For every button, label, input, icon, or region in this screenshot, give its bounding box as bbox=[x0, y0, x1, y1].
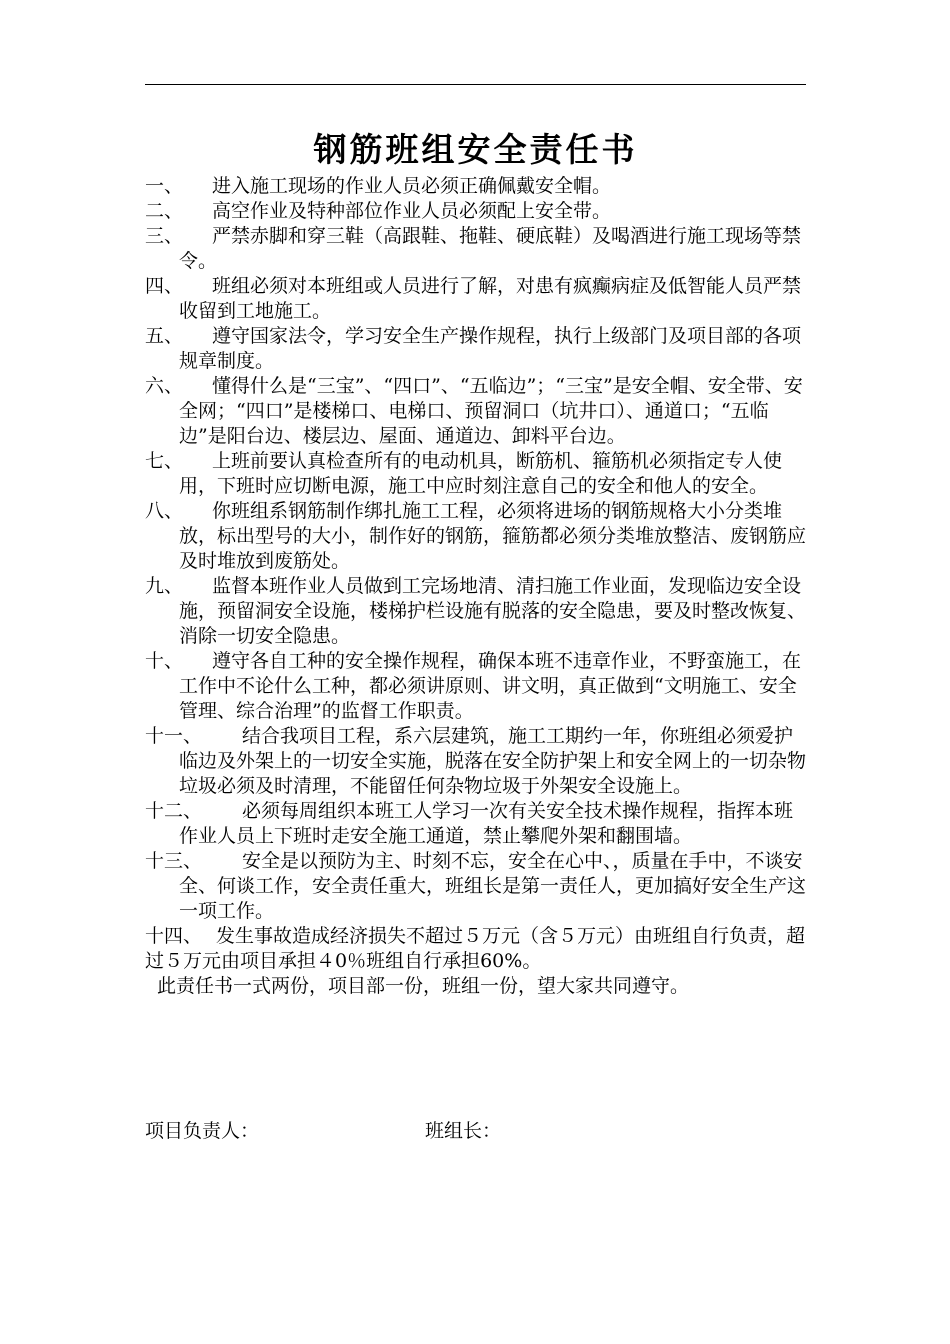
document-title: 钢筋班组安全责任书 bbox=[313, 130, 638, 169]
clause-number: 二、 bbox=[145, 200, 184, 222]
clause-text: 必须每周组织本班工人学习一次有关安全技术操作规程，指挥本班作业人员上下班时走安全施工通道，禁止攀爬外架和翻围墙。 bbox=[179, 800, 794, 847]
clause-text: 监督本班作业人员做到工完场地清、清扫施工作业面，发现临边安全设施，预留洞安全设施，楼梯护栏设施有脱落的安全隐患，要及时整改恢复、消除一切安全隐患。 bbox=[179, 575, 807, 647]
clause-number: 九、 bbox=[145, 575, 184, 597]
clause-number: 一、 bbox=[145, 175, 184, 197]
clause-list bbox=[145, 174, 808, 924]
clause-item bbox=[145, 374, 808, 449]
clause-number: 四、 bbox=[145, 275, 184, 297]
clause-14-number: 十四、 bbox=[145, 925, 203, 947]
team-lead-signature-label: 班组长： bbox=[425, 1120, 502, 1142]
clause-number: 五、 bbox=[145, 325, 184, 347]
clause-item bbox=[145, 799, 808, 849]
clause-text: 遵守国家法令，学习安全生产操作规程，执行上级部门及项目部的各项规章制度。 bbox=[179, 325, 802, 372]
clause-item bbox=[145, 224, 808, 274]
clause-item bbox=[145, 649, 808, 724]
clause-text: 结合我项目工程，系六层建筑，施工工期约一年，你班组必须爱护临边及外架上的一切安全实施，脱落在安全防护架上和安全网上的一切杂物垃圾必须及时清理，不能留任何杂物垃圾于外架安全设施上。 bbox=[179, 725, 807, 797]
clause-text: 上班前要认真检查所有的电动机具，断筋机、箍筋机必须指定专人使用，下班时应切断电源，施工中应时刻注意自己的安全和他人的安全。 bbox=[179, 450, 783, 497]
clause-14-text: 发生事故造成经济损失不超过５万元（含５万元）由班组自行负责，超过５万元由项目承担４0％班组自行承担60%。 bbox=[145, 925, 806, 972]
clause-item bbox=[145, 274, 808, 324]
clause-text: 安全是以预防为主、时刻不忘，安全在心中、，质量在手中，不谈安全、何谈工作，安全责任重大，班组长是第一责任人，更加搞好安全生产这一项工作。 bbox=[179, 850, 807, 922]
header-rule bbox=[145, 84, 806, 85]
clause-item bbox=[145, 849, 808, 924]
clause-text: 高空作业及特种部位作业人员必须配上安全带。 bbox=[212, 200, 612, 222]
clause-number: 三、 bbox=[145, 225, 184, 247]
clause-item bbox=[145, 174, 808, 199]
clause-text: 你班组系钢筋制作绑扎施工工程，必须将进场的钢筋规格大小分类堆放，标出型号的大小，制作好的钢筋，箍筋都必须分类堆放整洁、废钢筋应及时堆放到废筋处。 bbox=[179, 500, 807, 572]
clause-number: 十二、 bbox=[145, 800, 203, 822]
clause-item bbox=[145, 324, 808, 374]
clause-number: 十、 bbox=[145, 650, 184, 672]
clause-text: 懂得什么是“三宝”、“四口”、“五临边”；“三宝”是安全帽、安全带、安全网；“四口”是楼梯口、电梯口、预留洞口（坑井口）、通道口；“五临边”是阳台边、楼层边、屋面、通道边、卸料平台边。 bbox=[179, 375, 803, 447]
clause-number: 十三、 bbox=[145, 850, 203, 872]
clause-item bbox=[145, 499, 808, 574]
clause-item bbox=[145, 574, 808, 649]
clause-item bbox=[145, 724, 808, 799]
clause-text: 遵守各自工种的安全操作规程，确保本班不违章作业，不野蛮施工，在工作中不论什么工种，都必须讲原则、讲文明，真正做到“文明施工、安全管理、综合治理”的监督工作职责。 bbox=[179, 650, 802, 722]
clause-item bbox=[145, 199, 808, 224]
clause-number: 八、 bbox=[145, 500, 184, 522]
clause-item bbox=[145, 449, 808, 499]
clause-14 bbox=[145, 924, 808, 974]
clause-number: 七、 bbox=[145, 450, 184, 472]
clause-number: 六、 bbox=[145, 375, 184, 397]
clause-number: 十一、 bbox=[145, 725, 203, 747]
closing-statement: 此责任书一式两份，项目部一份，班组一份，望大家共同遵守。 bbox=[157, 975, 690, 997]
clause-text: 班组必须对本班组或人员进行了解，对患有疯癫病症及低智能人员严禁收留到工地施工。 bbox=[179, 275, 802, 322]
document-body bbox=[145, 174, 808, 999]
project-lead-signature-label: 项目负责人： bbox=[145, 1120, 260, 1142]
clause-text: 进入施工现场的作业人员必须正确佩戴安全帽。 bbox=[212, 175, 612, 197]
clause-text: 严禁赤脚和穿三鞋（高跟鞋、拖鞋、硬底鞋）及喝酒进行施工现场等禁令。 bbox=[179, 225, 802, 272]
